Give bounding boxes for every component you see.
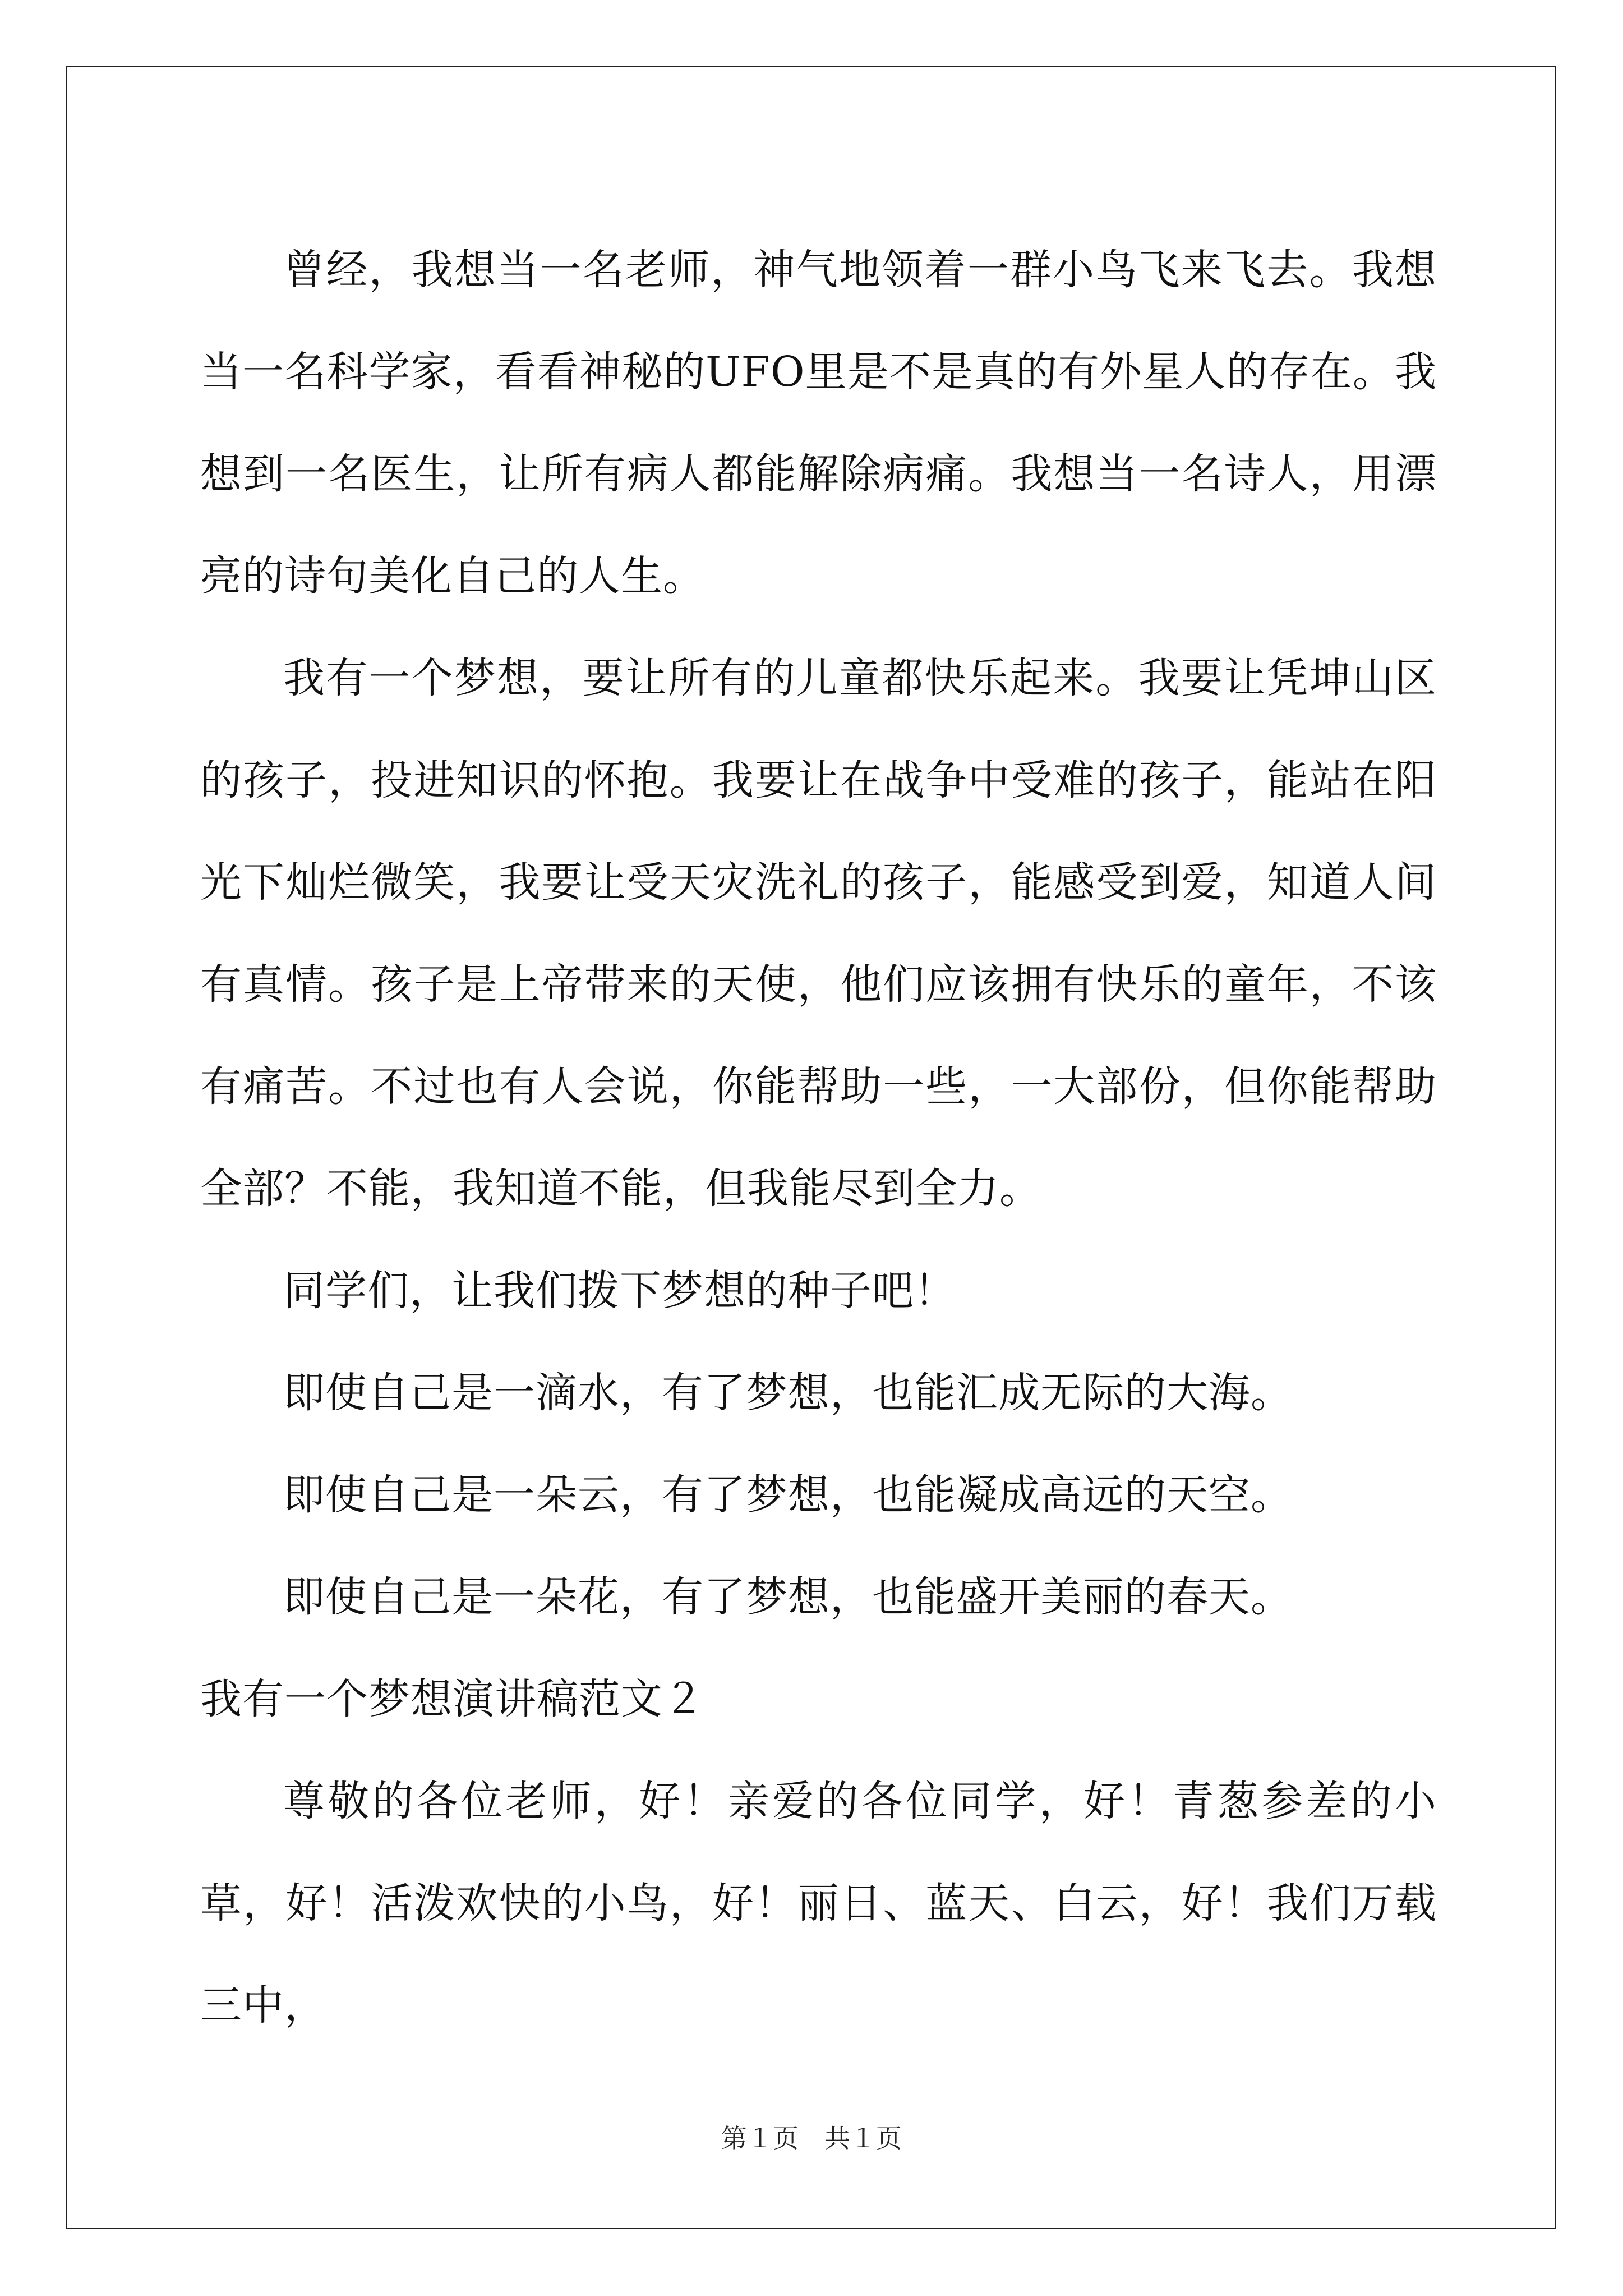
paragraph-5: 即使自己是一朵云，有了梦想，也能凝成高远的天空。 bbox=[283, 1471, 1293, 1519]
paragraph-3: 同学们，让我们拨下梦想的种子吧！ bbox=[283, 1267, 956, 1315]
paragraph-2: 我有一个梦想，要让所有的儿童都快乐起来。我要让凭坤山区的孩子，投进知识的怀抱。我要让在战争中受难的孩子，能站在阳光下灿烂微笑，我要让受天灾洗礼的孩子，能感受到爱，知道人间有真情。孩子是上帝带来的天使，他们应该拥有快乐的童年，不该有痛苦。不过也有人会说，你能帮助一些，一大部份，但你能帮助全部？不能，我知道不能，但我能尽到全力。 bbox=[200, 654, 1437, 1213]
paragraph-7: 尊敬的各位老师，好！亲爱的各位同学，好！青葱参差的小草，好！活泼欢快的小鸟，好！丽日、蓝天、白云，好！我们万载三中， bbox=[200, 1777, 1437, 2030]
page-footer bbox=[0, 2122, 1623, 2155]
paragraph-1: 曾经，我想当一名老师，神气地领着一群小鸟飞来飞去。我想当一名科学家，看看神秘的UFO里是不是真的有外星人的存在。我想到一名医生，让所有病人都能解除病痛。我想当一名诗人，用漂亮的诗句美化自己的人生。 bbox=[200, 246, 1437, 600]
page-total: 共１页 bbox=[824, 2123, 902, 2154]
paragraph-6: 即使自己是一朵花，有了梦想，也能盛开美丽的春天。 bbox=[283, 1573, 1293, 1621]
document-body bbox=[200, 219, 1437, 2056]
paragraph-4: 即使自己是一滴水，有了梦想，也能汇成无际的大海。 bbox=[283, 1369, 1293, 1417]
page-number: 第１页 bbox=[721, 2123, 799, 2154]
section-heading: 我有一个梦想演讲稿范文２ bbox=[200, 1675, 705, 1723]
